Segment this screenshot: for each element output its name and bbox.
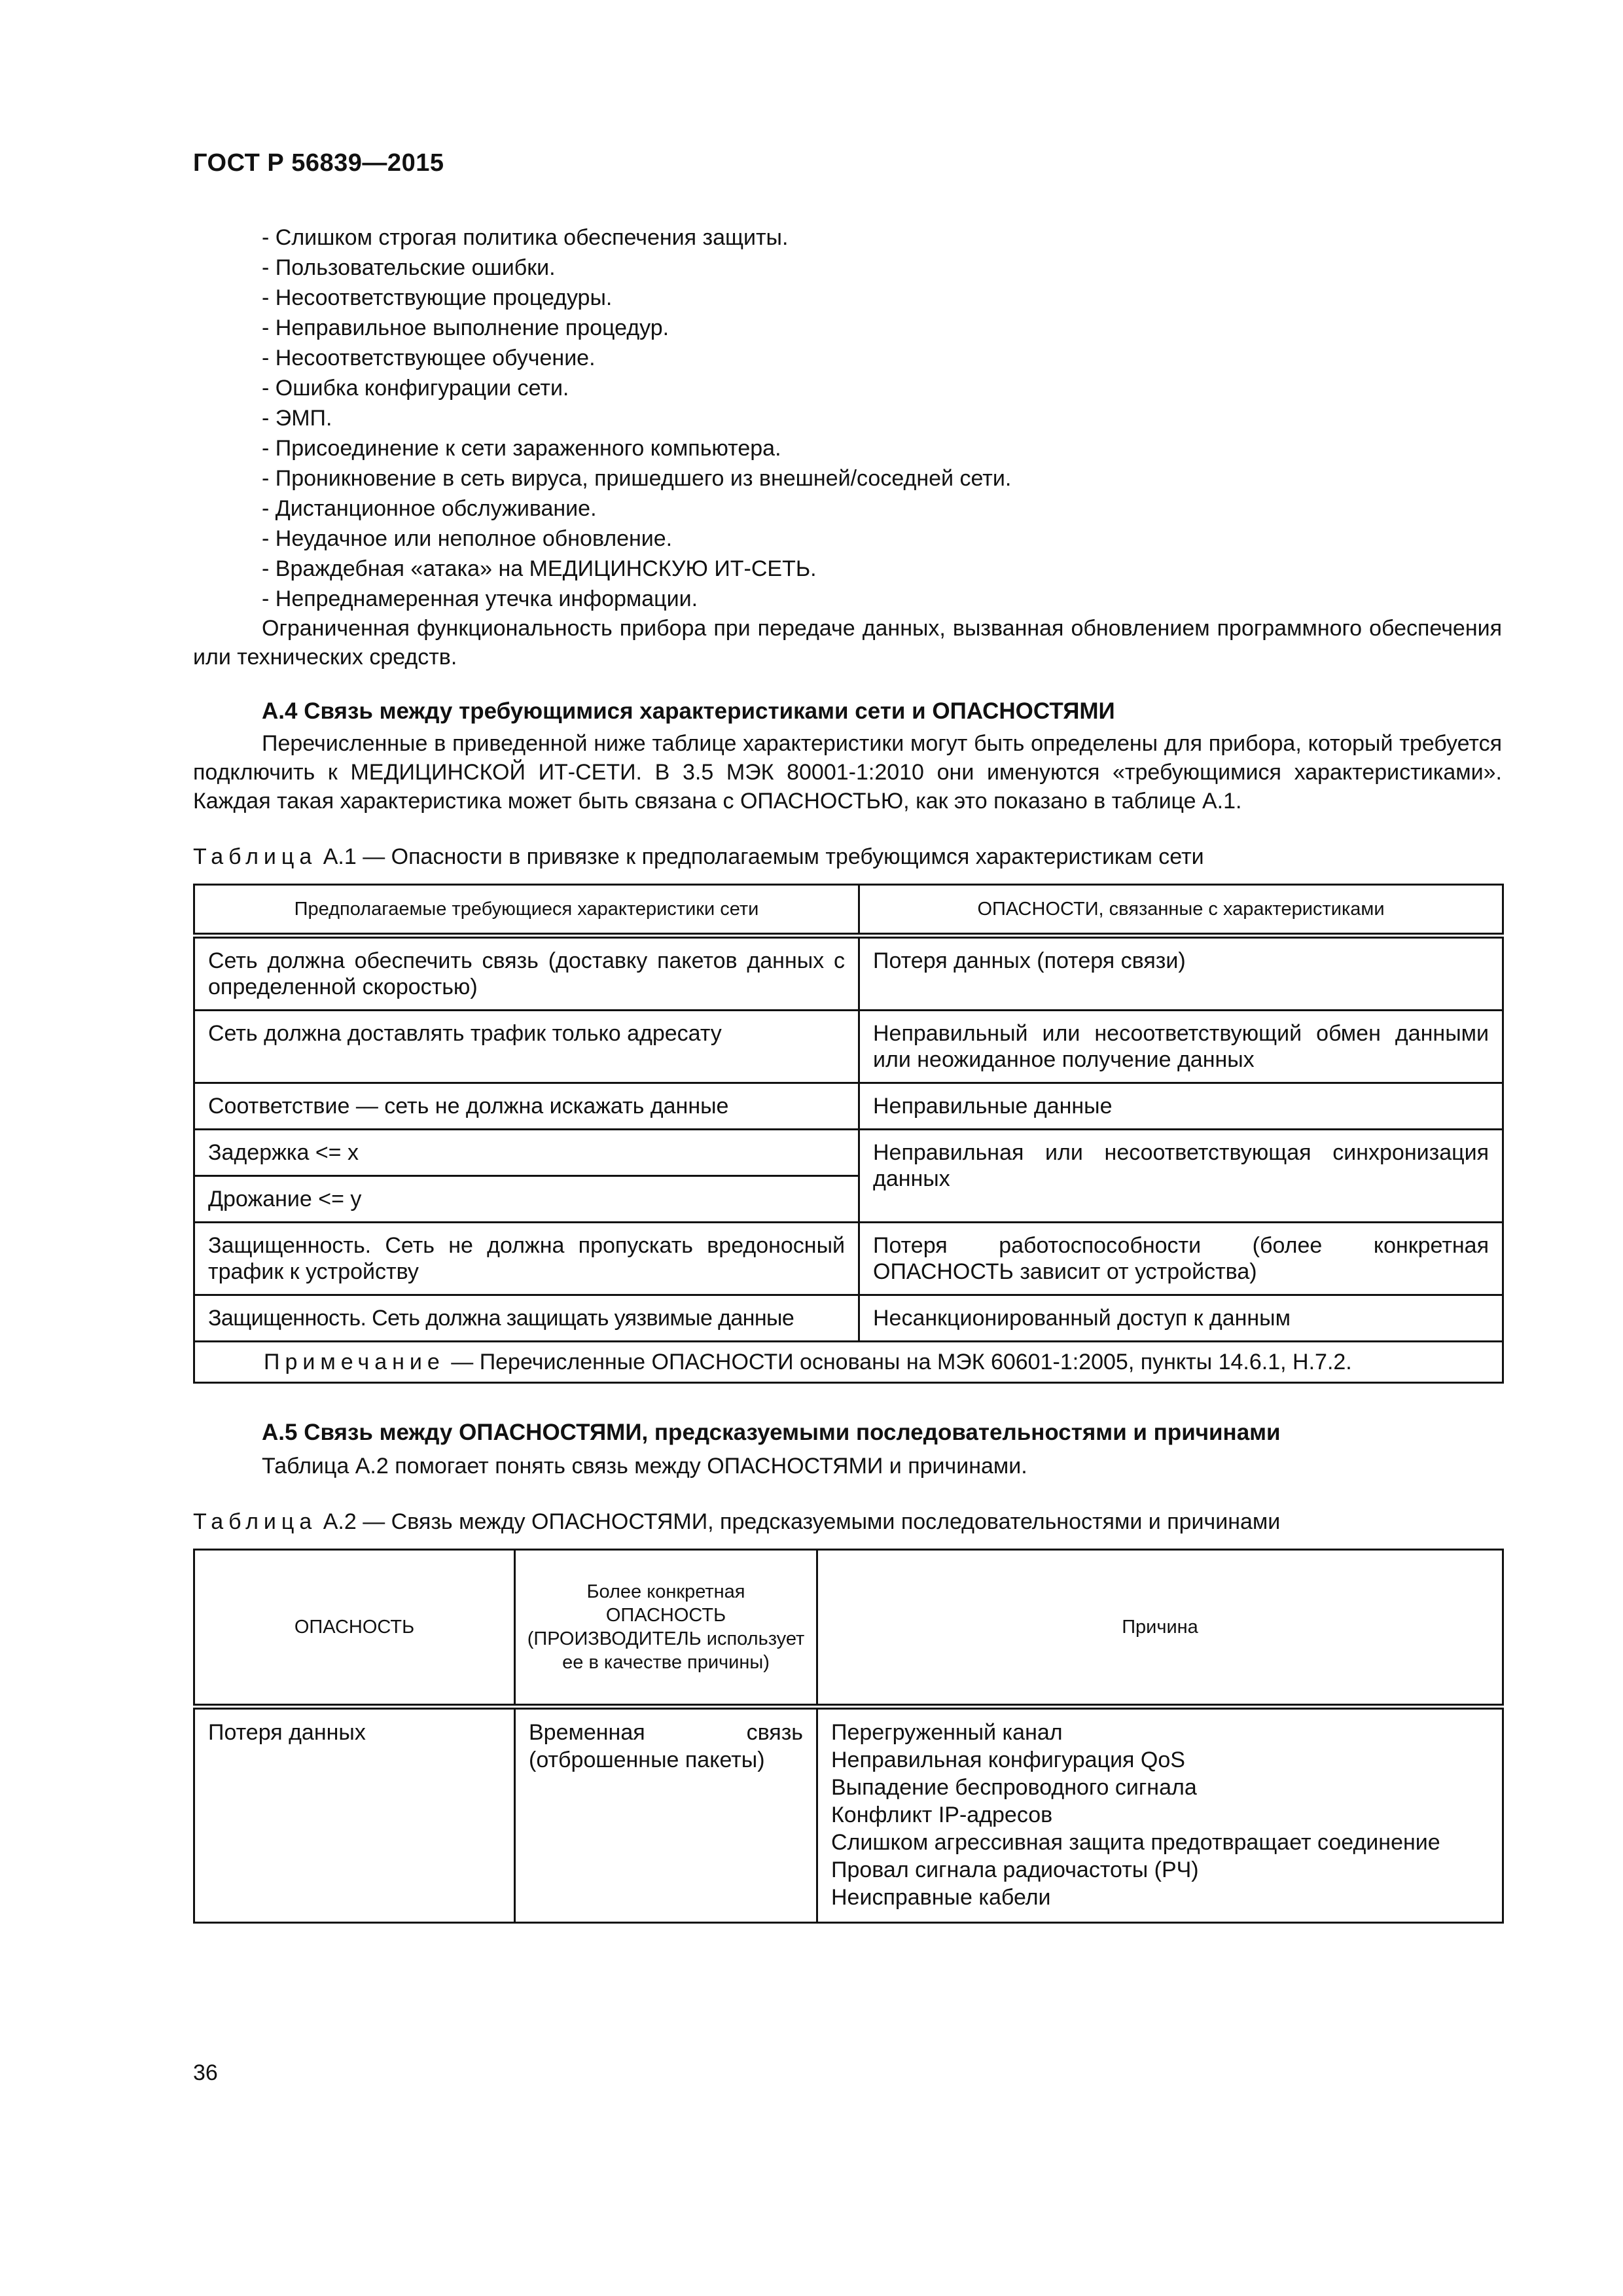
table-a1 bbox=[193, 884, 1504, 1384]
cause-item: Неправильная конфигурация QoS bbox=[831, 1748, 1185, 1772]
cause-item: Слишком агрессивная защита предотвращает соединение bbox=[831, 1830, 1440, 1855]
table1-cell-characteristic: Защищенность. Сеть не должна пропускать вредоносный трафик к устройству bbox=[194, 1223, 859, 1295]
cause-list bbox=[193, 223, 1502, 614]
table2-header-cause: Причина bbox=[817, 1550, 1503, 1707]
table-header-row bbox=[194, 885, 1503, 936]
list-item: - Дистанционное обслуживание. bbox=[262, 496, 597, 521]
list-item: - Ошибка конфигурации сети. bbox=[262, 376, 569, 401]
table-row bbox=[194, 936, 1503, 1011]
table1-cell-characteristic: Сеть должна обеспечить связь (доставку пакетов данных с определенной скоростью) bbox=[194, 936, 859, 1011]
table1-cell-characteristic: Сеть должна доставлять трафик только адресату bbox=[194, 1011, 859, 1083]
cause-item: Перегруженный канал bbox=[831, 1720, 1063, 1745]
table1-cell-hazard: Потеря данных (потеря связи) bbox=[859, 936, 1503, 1011]
table1-cell-hazard: Потеря работоспособности (более конкретная ОПАСНОСТЬ зависит от устройства) bbox=[859, 1223, 1503, 1295]
list-item: - Несоответствующее обучение. bbox=[262, 346, 596, 370]
table1-caption-word: Таблица bbox=[193, 844, 317, 869]
table1-header-hazards: ОПАСНОСТИ, связанные с характеристиками bbox=[859, 885, 1503, 936]
list-item: - Пользовательские ошибки. bbox=[262, 255, 556, 280]
table-row bbox=[194, 1130, 1503, 1176]
list-item: - ЭМП. bbox=[262, 406, 332, 431]
table-row bbox=[194, 1083, 1503, 1130]
list-item: - Враждебная «атака» на МЕДИЦИНСКУЮ ИТ-СЕТЬ. bbox=[262, 556, 817, 581]
table2-cell-causes bbox=[817, 1707, 1503, 1923]
table2-header-hazard: ОПАСНОСТЬ bbox=[194, 1550, 515, 1707]
paragraph-limited-functionality: Ограниченная функциональность прибора при передаче данных, вызванная обновлением программного обеспечения или технических средств. bbox=[193, 616, 1502, 670]
table-note-row bbox=[194, 1342, 1503, 1383]
table-row bbox=[194, 1707, 1503, 1923]
list-item: - Неудачное или неполное обновление. bbox=[262, 526, 673, 551]
table2-header-specific-hazard: Более конкретная ОПАСНОСТЬ (ПРОИЗВОДИТЕЛЬ использует ее в качестве причины) bbox=[515, 1550, 817, 1707]
table1-header-characteristics: Предполагаемые требующиеся характеристики сети bbox=[194, 885, 859, 936]
table1-note bbox=[194, 1342, 1503, 1383]
list-item: - Несоответствующие процедуры. bbox=[262, 285, 613, 310]
table1-cell-hazard: Неправильная или несоответствующая синхронизация данных bbox=[859, 1130, 1503, 1223]
list-item: - Проникновение в сеть вируса, пришедшего из внешней/соседней сети. bbox=[262, 466, 1012, 491]
table2-caption-word: Таблица bbox=[193, 1509, 317, 1534]
table2-caption-rest: А.2 — Связь между ОПАСНОСТЯМИ, предсказуемыми последовательностями и причинами bbox=[317, 1509, 1281, 1534]
list-item: - Неправильное выполнение процедур. bbox=[262, 315, 669, 340]
page-number: 36 bbox=[193, 2060, 218, 2085]
table-header-row bbox=[194, 1550, 1503, 1707]
table1-note-word: Примечание bbox=[264, 1350, 445, 1374]
document-header: ГОСТ Р 56839—2015 bbox=[193, 149, 444, 177]
section-a5-text: Таблица А.2 помогает понять связь между ОПАСНОСТЯМИ и причинами. bbox=[262, 1454, 1027, 1479]
cause-item: Неисправные кабели bbox=[831, 1885, 1051, 1910]
section-a4-text: Перечисленные в приведенной ниже таблице характеристики могут быть определены для прибора, который требуется подключить к МЕДИЦИНСКОЙ ИТ-СЕТИ. В 3.5 МЭК 80001-1:2010 они именуются «требующимися характеристиками». Каждая такая характеристика может быть связана с ОПАСНОСТЬЮ, как это показано в таблице А.1. bbox=[193, 731, 1502, 814]
cause-item: Выпадение беспроводного сигнала bbox=[831, 1775, 1197, 1800]
table1-caption-rest: А.1 — Опасности в привязке к предполагаемым требующимся характеристикам сети bbox=[317, 844, 1204, 869]
cause-item: Провал сигнала радиочастоты (РЧ) bbox=[831, 1857, 1199, 1882]
section-heading-a5: А.5 Связь между ОПАСНОСТЯМИ, предсказуемыми последовательностями и причинами bbox=[262, 1420, 1281, 1445]
page-content bbox=[193, 223, 1502, 1924]
table1-cell-hazard: Несанкционированный доступ к данным bbox=[859, 1295, 1503, 1342]
table2-cell-specific-hazard: Временная связь (отброшенные пакеты) bbox=[515, 1707, 817, 1923]
table1-cell-hazard: Неправильные данные bbox=[859, 1083, 1503, 1130]
list-item: - Слишком строгая политика обеспечения защиты. bbox=[262, 225, 789, 250]
table-a2 bbox=[193, 1549, 1504, 1924]
table1-cell-characteristic: Соответствие — сеть не должна искажать данные bbox=[194, 1083, 859, 1130]
table1-cell-hazard: Неправильный или несоответствующий обмен данными или неожиданное получение данных bbox=[859, 1011, 1503, 1083]
table1-note-text: — Перечисленные ОПАСНОСТИ основаны на МЭК 60601-1:2005, пункты 14.6.1, Н.7.2. bbox=[444, 1350, 1352, 1374]
table-row bbox=[194, 1011, 1503, 1083]
list-item: - Присоединение к сети зараженного компьютера. bbox=[262, 436, 781, 461]
table1-cell-characteristic: Задержка <= x bbox=[194, 1130, 859, 1176]
table2-caption bbox=[193, 1507, 1502, 1537]
table1-cell-characteristic: Защищенность. Сеть должна защищать уязвимые данные bbox=[194, 1295, 859, 1342]
table-row bbox=[194, 1223, 1503, 1295]
table1-cell-characteristic: Дрожание <= y bbox=[194, 1176, 859, 1223]
table-row bbox=[194, 1295, 1503, 1342]
table2-cell-hazard: Потеря данных bbox=[194, 1707, 515, 1923]
list-item: - Непреднамеренная утечка информации. bbox=[262, 586, 698, 611]
section-heading-a4: А.4 Связь между требующимися характеристиками сети и ОПАСНОСТЯМИ bbox=[262, 698, 1115, 724]
cause-item: Конфликт IP-адресов bbox=[831, 1803, 1053, 1827]
table1-caption bbox=[193, 842, 1502, 872]
